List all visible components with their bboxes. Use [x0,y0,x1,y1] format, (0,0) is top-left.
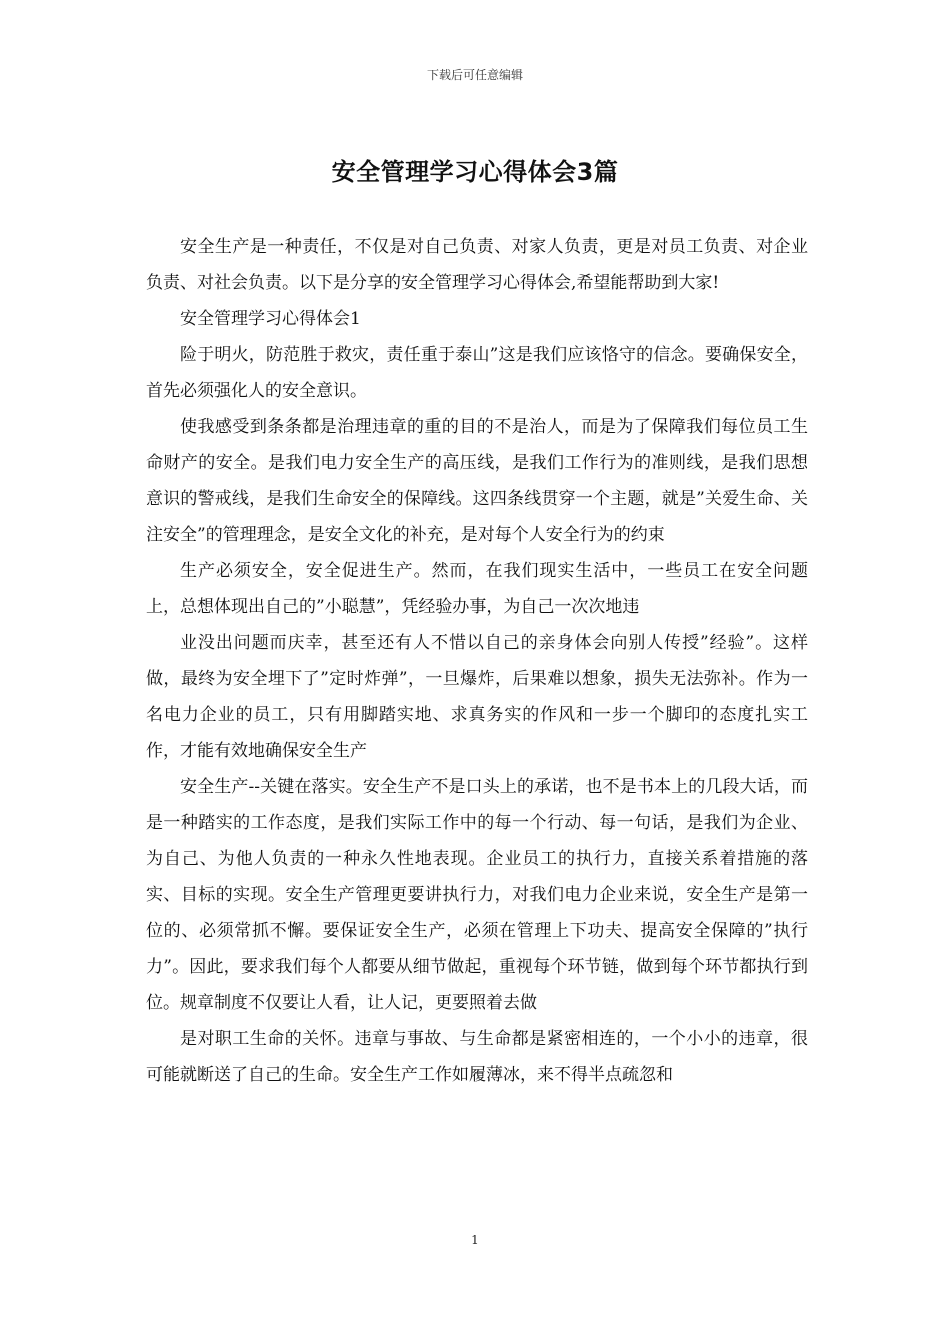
document-title: 安全管理学习心得体会3篇 [331,158,619,186]
document-body [146,229,808,1093]
paragraph: 使我感受到条条都是治理违章的重的目的不是治人，而是为了保障我们每位员工生命财产的安全。是我们电力安全生产的高压线，是我们工作行为的准则线，是我们思想意识的警戒线，是我们生命安全的保障线。这四条线贯穿一个主题，就是”关爱生命、关注安全”的管理理念，是安全文化的补充，是对每个人安全行为的约束 [146,417,808,545]
page-number: 1 [471,1233,479,1247]
paragraph: 安全生产--关键在落实。安全生产不是口头上的承诺，也不是书本上的几段大话，而是一种踏实的工作态度，是我们实际工作中的每一个行动、每一句话，是我们为企业、为自己、为他人负责的一种永久性地表现。企业员工的执行力，直接关系着措施的落实、目标的实现。安全生产管理更要讲执行力，对我们电力企业来说，安全生产是第一位的、必须常抓不懈。要保证安全生产，必须在管理上下功夫、提高安全保障的”执行力”。因此，要求我们每个人都要从细节做起，重视每个环节链，做到每个环节都执行到位。规章制度不仅要让人看，让人记，更要照着去做 [146,777,808,1013]
paragraph: 险于明火，防范胜于救灾，责任重于泰山”这是我们应该恪守的信念。要确保安全，首先必须强化人的安全意识。 [146,345,808,401]
paragraph: 业没出问题而庆幸，甚至还有人不惜以自己的亲身体会向别人传授”经验”。这样做，最终为安全埋下了”定时炸弹”，一旦爆炸，后果难以想象，损失无法弥补。作为一名电力企业的员工，只有用脚踏实地、求真务实的作风和一步一个脚印的态度扎实工作，才能有效地确保安全生产 [146,633,808,761]
paragraph: 生产必须安全，安全促进生产。然而，在我们现实生活中，一些员工在安全问题上，总想体现出自己的”小聪慧”，凭经验办事，为自己一次次地违 [146,561,808,617]
section-heading: 安全管理学习心得体会1 [180,309,361,329]
page-header-note: 下载后可任意编辑 [426,68,523,82]
paragraph-intro: 安全生产是一种责任，不仅是对自己负责、对家人负责，更是对员工负责、对企业负责、对社会负责。以下是分享的安全管理学习心得体会,希望能帮助到大家! [146,237,808,293]
paragraph: 是对职工生命的关怀。违章与事故、与生命都是紧密相连的，一个小小的违章，很可能就断送了自己的生命。安全生产工作如履薄冰，来不得半点疏忽和 [146,1029,808,1085]
